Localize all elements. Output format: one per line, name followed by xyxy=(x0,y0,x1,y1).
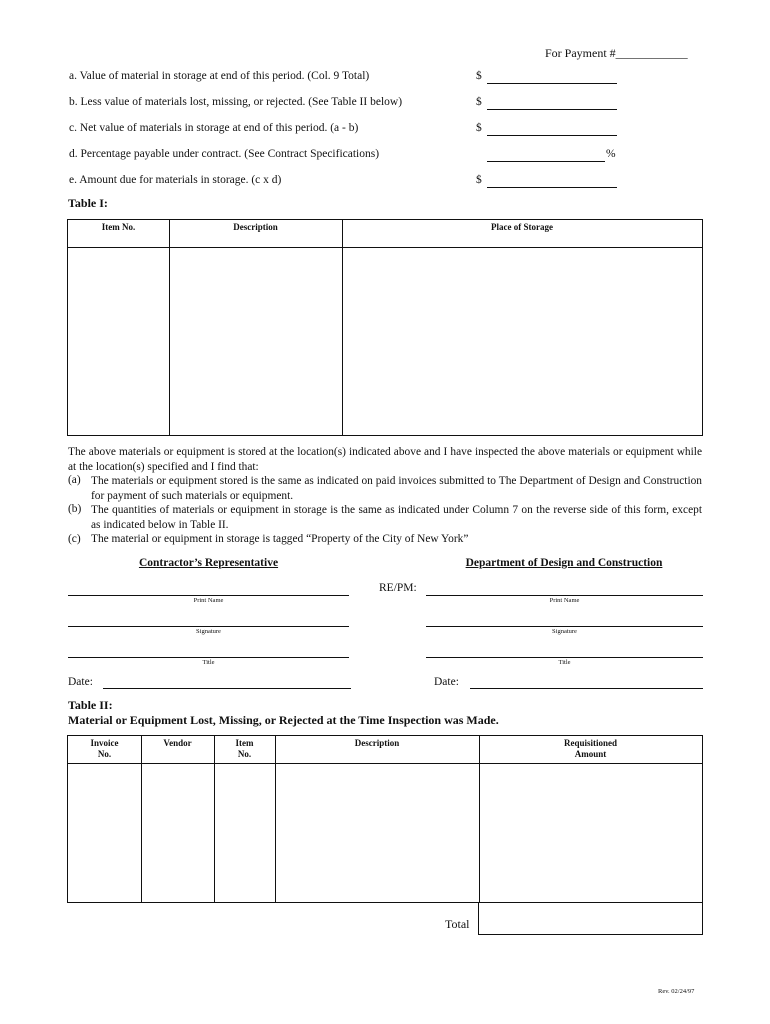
calc-item-label: a. Value of material in storage at end of this period. (Col. 9 Total) xyxy=(69,70,370,82)
table2-title: Table II: xyxy=(68,698,113,712)
signature-caption: Signature xyxy=(196,628,221,635)
table2-header-invoice-no: Invoice No. xyxy=(90,738,119,759)
table2-invoice-cell[interactable] xyxy=(70,766,139,899)
dollar-sign: $ xyxy=(476,174,482,186)
table1-header-item-no: Item No. xyxy=(101,222,136,232)
inspection-statement: The above materials or equipment is stored at the location(s) indicated above and I have inspected the above materials or equipment while at the location(s) specified and I find that: xyxy=(68,446,702,473)
dollar-sign: $ xyxy=(476,122,482,134)
calc-item-label: e. Amount due for materials in storage. (c x d) xyxy=(69,174,282,186)
percent-sign: % xyxy=(606,148,616,160)
table1-place-of-storage-cell[interactable] xyxy=(345,250,700,433)
table1-header-description: Description xyxy=(233,222,278,232)
table2-header-description: Description xyxy=(354,738,400,748)
repm-signature-line[interactable] xyxy=(426,626,703,627)
table2-header-divider xyxy=(68,763,702,764)
total-amount-field[interactable] xyxy=(478,902,703,935)
contractor-signature-line[interactable] xyxy=(68,626,349,627)
statement-item-b: The quantities of materials or equipment in storage is the same as indicated under Column 7 on the reverse side of this form, except as indicated below in Table II. xyxy=(91,504,702,531)
print-name-caption: Print Name xyxy=(193,597,224,604)
dollar-sign: $ xyxy=(476,96,482,108)
table2-item-cell[interactable] xyxy=(216,766,273,899)
revision-note: Rev. 02/24/97 xyxy=(658,988,695,995)
table2 xyxy=(67,735,703,903)
repm-label: RE/PM: xyxy=(379,582,417,594)
table1-col-divider xyxy=(169,220,170,435)
table2-amount-cell[interactable] xyxy=(481,766,700,899)
value-field-c[interactable] xyxy=(487,135,617,136)
signature-caption: Signature xyxy=(552,628,577,635)
contractor-date-label: Date: xyxy=(68,676,93,688)
table2-col-divider xyxy=(141,736,142,902)
calc-item-label: d. Percentage payable under contract. (See Contract Specifications) xyxy=(69,148,380,160)
statement-item-c: The material or equipment in storage is tagged “Property of the City of New York” xyxy=(91,533,469,545)
value-field-e[interactable] xyxy=(487,187,617,188)
contractor-print-name-line[interactable] xyxy=(68,595,349,596)
table2-subtitle: Material or Equipment Lost, Missing, or Rejected at the Time Inspection was Made. xyxy=(68,713,499,727)
title-caption: Title xyxy=(558,659,571,666)
ddc-heading: Department of Design and Construction xyxy=(465,557,663,569)
table1-description-cell[interactable] xyxy=(172,250,340,433)
table1 xyxy=(67,219,703,436)
statement-tag-b: (b) xyxy=(68,503,82,515)
table1-header-place-of-storage: Place of Storage xyxy=(491,222,553,232)
calc-item-label: c. Net value of materials in storage at end of this period. (a - b) xyxy=(69,122,359,134)
table1-header-divider xyxy=(68,247,702,248)
table2-header-requisitioned-amount: Requisitioned Amount xyxy=(563,738,617,759)
print-name-caption: Print Name xyxy=(549,597,580,604)
repm-title-line[interactable] xyxy=(426,657,703,658)
contractor-title-line[interactable] xyxy=(68,657,349,658)
payment-number-label: For Payment #____________ xyxy=(545,46,688,60)
value-field-b[interactable] xyxy=(487,109,617,110)
contractor-representative-heading: Contractor’s Representative xyxy=(138,557,279,569)
table2-col-divider xyxy=(479,736,480,902)
repm-date-field[interactable] xyxy=(470,688,703,689)
table2-col-divider xyxy=(275,736,276,902)
table2-header-vendor: Vendor xyxy=(163,738,192,748)
statement-item-a: The materials or equipment stored is the same as indicated on paid invoices submitted to The Department of Design and Construction for payment of such materials or equipment. xyxy=(91,475,702,502)
calc-item-label: b. Less value of materials lost, missing, or rejected. (See Table II below) xyxy=(69,96,403,108)
repm-date-label: Date: xyxy=(434,676,459,688)
total-label: Total xyxy=(445,917,470,931)
value-field-a[interactable] xyxy=(487,83,617,84)
table1-title: Table I: xyxy=(68,196,108,210)
statement-tag-a: (a) xyxy=(68,474,81,486)
contractor-date-field[interactable] xyxy=(103,688,351,689)
title-caption: Title xyxy=(202,659,215,666)
statement-tag-c: (c) xyxy=(68,533,81,545)
dollar-sign: $ xyxy=(476,70,482,82)
table2-vendor-cell[interactable] xyxy=(143,766,212,899)
repm-print-name-line[interactable] xyxy=(426,595,703,596)
table2-description-cell[interactable] xyxy=(277,766,477,899)
table1-item-no-cell[interactable] xyxy=(70,250,167,433)
percentage-field[interactable] xyxy=(487,161,605,162)
table2-col-divider xyxy=(214,736,215,902)
table1-col-divider xyxy=(342,220,343,435)
table2-header-item-no: Item No. xyxy=(235,738,254,759)
